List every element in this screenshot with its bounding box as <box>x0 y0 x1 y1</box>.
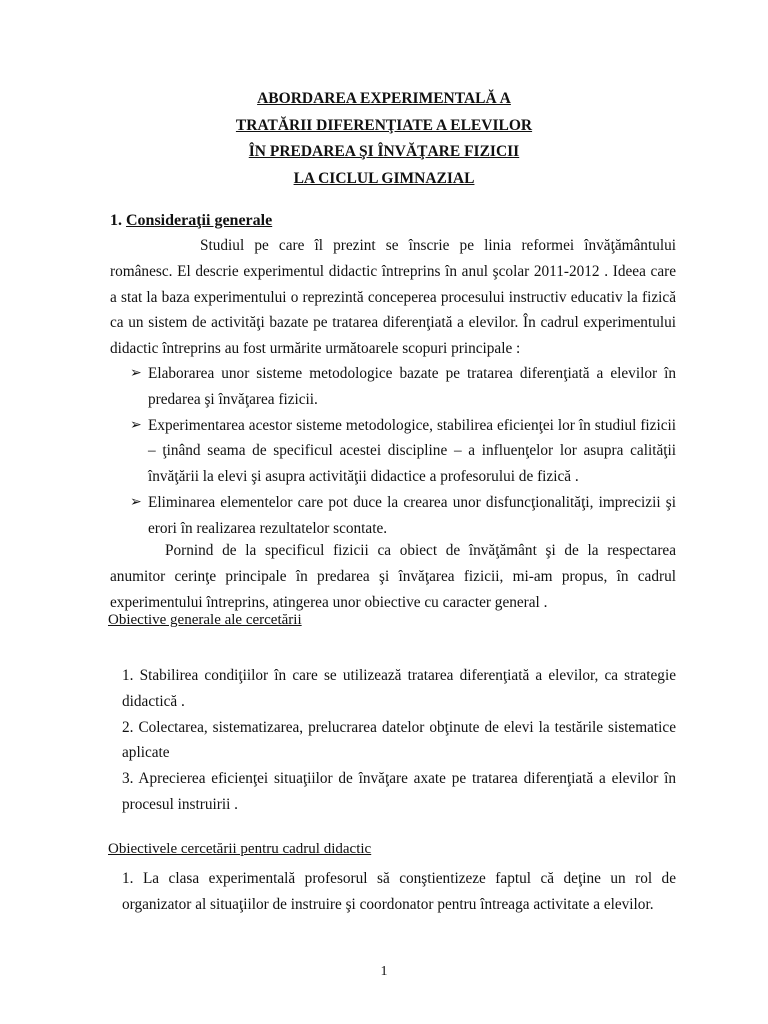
general-objective-item: 2. Colectarea, sistematizarea, prelucrarea datelor obţinute de elevi la testările sistematice aplicate <box>122 718 676 762</box>
general-objective-item: 3. Aprecierea eficienţei situaţiilor de învăţare axate pe tratarea diferenţiată a elevilor în procesul instruirii . <box>122 770 676 813</box>
section-1-number: 1. <box>110 212 122 229</box>
goal-bullet-item <box>130 413 676 490</box>
goal-bullet-text: Experimentarea acestor sisteme metodologice, stabilirea eficienţei lor în studiul fizicii – ţinând seama de specificul acestei discipline – a influenţelor lor asupra calităţii învăţării la elevi şi asupra activităţii didactice a profesorului de fizică . <box>148 416 676 486</box>
goal-bullet-item <box>130 490 676 542</box>
general-objective-item: 1. Stabilirea condiţiilor în care se utilizează tratarea diferenţiată a elevilor, ca strategie didactică . <box>122 667 676 710</box>
teacher-objective-item: 1. La clasa experimentală profesorul să conştientizeze faptul că deţine un rol de organizator al situaţiilor de instruire şi coordonator pentru întreaga activitate a elevilor. <box>122 870 676 913</box>
title-line-4: LA CICLUL GIMNAZIAL <box>293 169 475 187</box>
arrow-bullet-icon: ➢ <box>130 494 142 510</box>
arrow-bullet-icon: ➢ <box>130 366 142 381</box>
page-number: 1 <box>380 964 388 979</box>
arrow-bullet-icon: ➢ <box>130 417 142 433</box>
general-objectives-heading: Obiective generale ale cercetării <box>108 612 302 628</box>
goal-bullet-text: Eliminarea elementelor care pot duce la crearea unor disfuncţionalităţi, imprecizii şi erori în realizarea rezultatelor scontate. <box>148 493 676 537</box>
goal-bullet-text: Elaborarea unor sisteme metodologice bazate pe tratarea diferenţiată a elevilor în predarea şi învăţarea fizicii. <box>148 365 676 408</box>
title-line-1: ABORDAREA EXPERIMENTALĂ A <box>257 90 511 107</box>
teacher-objectives-heading: Obiectivele cercetării pentru cadrul didactic <box>108 841 372 857</box>
section-1-title: Consideraţii generale <box>126 212 273 229</box>
title-line-3: ÎN PREDAREA ŞI ÎNVĂŢARE FIZICII <box>248 143 520 160</box>
section-1-paragraph-1: Studiul pe care îl prezint se înscrie pe linia reformei învăţământului românesc. El descrie experimentul didactic întreprins în anul şcolar 2011-2012 . Ideea care a stat la baza experimentului o reprezintă conceperea procesului instructiv educativ la fizică ca un sistem de activităţi bazate pe tratarea diferenţiată a elevilor. În cadrul experimentului didactic întreprins au fost urmărite următoarele scopuri principale : <box>110 237 676 358</box>
section-1-paragraph-2: Pornind de la specificul fizicii ca obiect de învăţământ şi de la respectarea anumitor cerinţe principale în predarea şi învăţarea fizicii, mi-am propus, în cadrul experimentului întreprins, atingerea unor obiective cu caracter general . <box>110 542 676 611</box>
document-title <box>0 86 768 192</box>
goals-bullet-list <box>130 361 676 542</box>
title-line-2: TRATĂRII DIFERENŢIATE A ELEVILOR <box>235 116 533 134</box>
general-objectives-list <box>122 663 676 818</box>
goal-bullet-item <box>130 361 676 413</box>
section-1-heading <box>110 212 272 230</box>
teacher-objectives-list <box>122 866 676 918</box>
